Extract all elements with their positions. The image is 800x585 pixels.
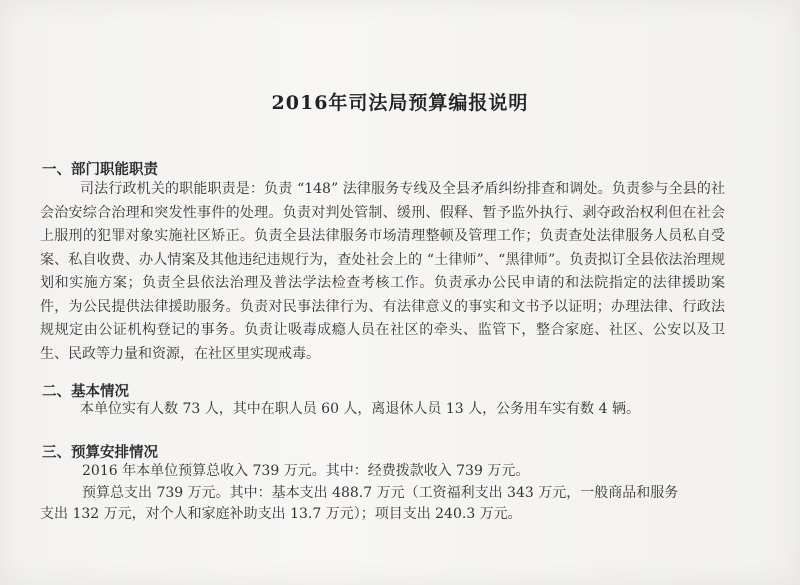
- section-body-functions: 司法行政机关的职能职责是：负责 “148” 法律服务专线及全县矛盾纠纷排查和调处。负责参与全县的社会治安综合治理和突发性事件的处理。负责对判处管制、缓刑、假释、暂予监外执行、剥夺政治权利但在社会上服刑的犯罪对象实施社区矫正。负责全县法律服务市场清理整顿及管理工作；负责查处法律服务人员私自受案、私自收费、办人情案及其他违纪违规行为，查处社会上的 “土律师”、“黑律师”。负责拟订全县依法治理规划和实施方案；负责全县依法治理及普法学法检查考核工作。负责承办公民申请的和法院指定的法律援助案件，为公民提供法律援助服务。负责对民事法律行为、有法律意义的事实和文书予以证明；办理法律、行政法规规定由公证机构登记的事务。负责让吸毒成瘾人员在社区的牵头、监管下，整合家庭、社区、公安以及卫生、民政等力量和资源，在社区里实现戒毒。: [40, 181, 725, 362]
- section-heading-basic-info: 二、基本情况: [42, 383, 129, 400]
- section-body-basic-info: 本单位实有人数 73 人，其中在职人员 60 人，离退休人员 13 人，公务用车实有数 4 辆。: [80, 401, 640, 417]
- section-heading-functions: 一、部门职能职责: [42, 161, 158, 178]
- budget-line-expenditure-cont: 支出 132 万元，对个人和家庭补助支出 13.7 万元）；项目支出 240.3 万元。: [40, 506, 522, 522]
- budget-line-income: 2016 年本单位预算总收入 739 万元。其中：经费拨款收入 739 万元。: [82, 463, 530, 479]
- section-heading-budget: 三、预算安排情况: [42, 444, 158, 461]
- document-title: 2016年司法局预算编报说明: [271, 92, 529, 114]
- budget-line-expenditure: 预算总支出 739 万元。其中：基本支出 488.7 万元（工资福利支出 343 万元，一般商品和服务: [82, 485, 679, 501]
